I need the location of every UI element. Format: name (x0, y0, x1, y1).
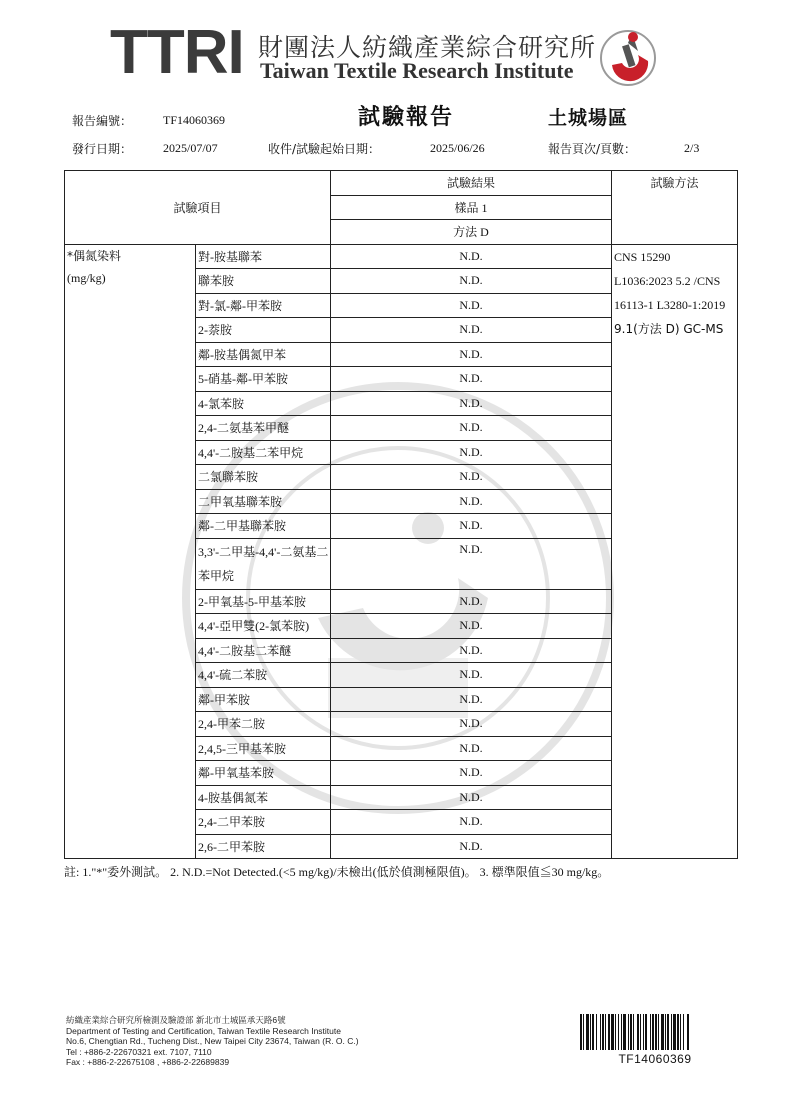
barcode-bar (665, 1014, 666, 1050)
table-row-name: 鄰-二甲基聯苯胺 (196, 514, 331, 539)
table-row-name: 對-氯-鄰-甲苯胺 (196, 293, 331, 318)
barcode-bar (605, 1014, 606, 1050)
table-row-name: 4-胺基偶氮苯 (196, 785, 331, 810)
table-row-result: N.D. (331, 638, 612, 663)
barcode-bar (645, 1014, 647, 1050)
table-row-result: N.D. (331, 318, 612, 343)
table-row-name: 對-胺基聯苯 (196, 244, 331, 269)
page-label: 報告頁次/頁數： (548, 142, 637, 156)
barcode-bar (592, 1014, 594, 1050)
table-row-name: 4-氯苯胺 (196, 391, 331, 416)
institute-name-en: Taiwan Textile Research Institute (260, 58, 574, 83)
header-sample: 樣品 1 (331, 195, 612, 220)
barcode-bar (630, 1014, 632, 1050)
table-row-name: 鄰-胺基偶氮甲苯 (196, 342, 331, 367)
barcode-bar (611, 1014, 614, 1050)
footer-address (66, 1015, 359, 1068)
barcode-bar (590, 1014, 591, 1050)
table-row-name: 3,3'-二甲基-4,4'-二氨基二苯甲烷 (196, 538, 331, 589)
table-row-result: N.D. (331, 687, 612, 712)
institute-name-zh: 財團法人紡織產業綜合研究所 (258, 33, 597, 62)
table-row-result: N.D. (331, 342, 612, 367)
barcode-bar (683, 1014, 684, 1050)
table-row-name: 4,4'-亞甲雙(2-氯苯胺) (196, 614, 331, 639)
table-row-result: N.D. (331, 244, 612, 269)
barcode-bar (618, 1014, 619, 1050)
barcode-bar (687, 1014, 689, 1050)
barcode-bar (580, 1014, 582, 1050)
barcode-bar (596, 1014, 597, 1050)
barcode-bar (643, 1014, 644, 1050)
method-line: 9.1(方法 D) GC-MS (614, 321, 724, 336)
received-date-label: 收件/試驗起始日期： (268, 142, 381, 156)
barcode-bar (655, 1014, 657, 1050)
barcode-bar (652, 1014, 654, 1050)
footer-line: Fax : +886-2-22675108 , +886-2-22689839 (66, 1057, 230, 1067)
ttri-logo-text: TTRI (110, 18, 244, 87)
barcode-bar (673, 1014, 676, 1050)
footnote: 註: 1."*"委外測試。 2. N.D.=Not Detected.(<5 mg/kg)/未檢出(低於偵測極限值)。 3. 標準限值≦30 mg/kg。 (64, 865, 610, 879)
header-test-item: 試驗項目 (65, 171, 331, 245)
barcode-bar (628, 1014, 629, 1050)
barcode-bar (583, 1014, 584, 1050)
table-row-name: 2,4-甲苯二胺 (196, 712, 331, 737)
barcode-bar (600, 1014, 601, 1050)
table-row-name: 鄰-甲氧基苯胺 (196, 761, 331, 786)
barcode-bar (623, 1014, 626, 1050)
barcode-bar (650, 1014, 651, 1050)
ttri-logo-icon (598, 25, 658, 87)
barcode-bar (615, 1014, 616, 1050)
barcode-bar (671, 1014, 672, 1050)
issue-date-value: 2025/07/07 (163, 141, 218, 155)
table-row-result: N.D. (331, 785, 612, 810)
test-results-table (64, 170, 738, 859)
barcode-bar (586, 1014, 589, 1050)
table-row-name: 2-甲氧基-5-甲基苯胺 (196, 589, 331, 614)
barcode-icon (580, 1014, 730, 1050)
table-row-result: N.D. (331, 269, 612, 294)
unit-label: (mg/kg) (67, 270, 106, 285)
table-row-result: N.D. (331, 712, 612, 737)
barcode-bar (621, 1014, 622, 1050)
footer-line: No.6, Chengtian Rd., Tucheng Dist., New Taipei City 23674, Taiwan (R. O. C.) (66, 1036, 359, 1046)
method-line: L1036:2023 5.2 /CNS (614, 273, 721, 288)
table-row-name: 4,4'-二胺基二苯甲烷 (196, 440, 331, 465)
header-test-method: 試驗方法 (612, 171, 738, 245)
barcode-bar (677, 1014, 679, 1050)
barcode-bar (602, 1014, 604, 1050)
category-cell (65, 244, 196, 859)
barcode-bar (637, 1014, 639, 1050)
report-title: 試驗報告 (358, 105, 455, 130)
footer-line: Department of Testing and Certification, Taiwan Textile Research Institute (66, 1025, 341, 1036)
received-date-value: 2025/06/26 (430, 141, 485, 155)
table-row-result: N.D. (331, 391, 612, 416)
table-row-result: N.D. (331, 663, 612, 688)
table-row-result: N.D. (331, 589, 612, 614)
barcode-bar (633, 1014, 634, 1050)
table-row-name: 2,6-二甲苯胺 (196, 834, 331, 859)
table-row-result: N.D. (331, 293, 612, 318)
table-row-name: 4,4'-二胺基二苯醚 (196, 638, 331, 663)
page-value: 2/3 (684, 141, 700, 155)
table-row-name: 4,4'-硫二苯胺 (196, 663, 331, 688)
report-no-label: 報告編號： (72, 114, 133, 128)
table-row-name: 二氯聯苯胺 (196, 465, 331, 490)
table-row-name: 聯苯胺 (196, 269, 331, 294)
barcode-bar (608, 1014, 610, 1050)
table-row-name: 5-硝基-鄰-甲苯胺 (196, 367, 331, 392)
barcode-bar (667, 1014, 669, 1050)
table-row-result: N.D. (331, 761, 612, 786)
method-line: CNS 15290 (614, 249, 671, 264)
table-row-result: N.D. (331, 614, 612, 639)
table-row-name: 2,4-二氨基苯甲醚 (196, 416, 331, 441)
header-method-d: 方法 D (331, 220, 612, 245)
category-label: *偶氮染料 (67, 248, 122, 263)
table-row-result: N.D. (331, 736, 612, 761)
footer-line: 紡織產業綜合研究所檢測及驗證部 新北市土城區承天路6號 (66, 1015, 286, 1025)
table-row-name: 2,4,5-三甲基苯胺 (196, 736, 331, 761)
issue-date-label: 發行日期： (72, 142, 133, 156)
method-line: 16113-1 L3280-1:2019 (614, 297, 726, 312)
barcode-number: TF14060369 (618, 1052, 692, 1066)
header-test-result: 試驗結果 (331, 171, 612, 196)
table-row-result: N.D. (331, 514, 612, 539)
table-row-result: N.D. (331, 810, 612, 835)
table-row-name: 2-萘胺 (196, 318, 331, 343)
barcode-bar (680, 1014, 681, 1050)
table-row-result: N.D. (331, 538, 612, 589)
barcode-bar (661, 1014, 664, 1050)
footer-line: Tel : +886-2-22670321 ext. 7107, 7110 (66, 1046, 212, 1057)
table-row-result: N.D. (331, 465, 612, 490)
table-row-result: N.D. (331, 440, 612, 465)
region-label: 土城場區 (548, 107, 629, 129)
table-row-result: N.D. (331, 416, 612, 441)
table-row-name: 2,4-二甲苯胺 (196, 810, 331, 835)
table-row-name: 二甲氧基聯苯胺 (196, 489, 331, 514)
method-cell (612, 244, 738, 859)
barcode-bar (640, 1014, 641, 1050)
table-row-result: N.D. (331, 834, 612, 859)
report-no-value: TF14060369 (163, 113, 226, 127)
table-row-result: N.D. (331, 489, 612, 514)
barcode-bar (658, 1014, 659, 1050)
table-row-result: N.D. (331, 367, 612, 392)
table-row-name: 鄰-甲苯胺 (196, 687, 331, 712)
